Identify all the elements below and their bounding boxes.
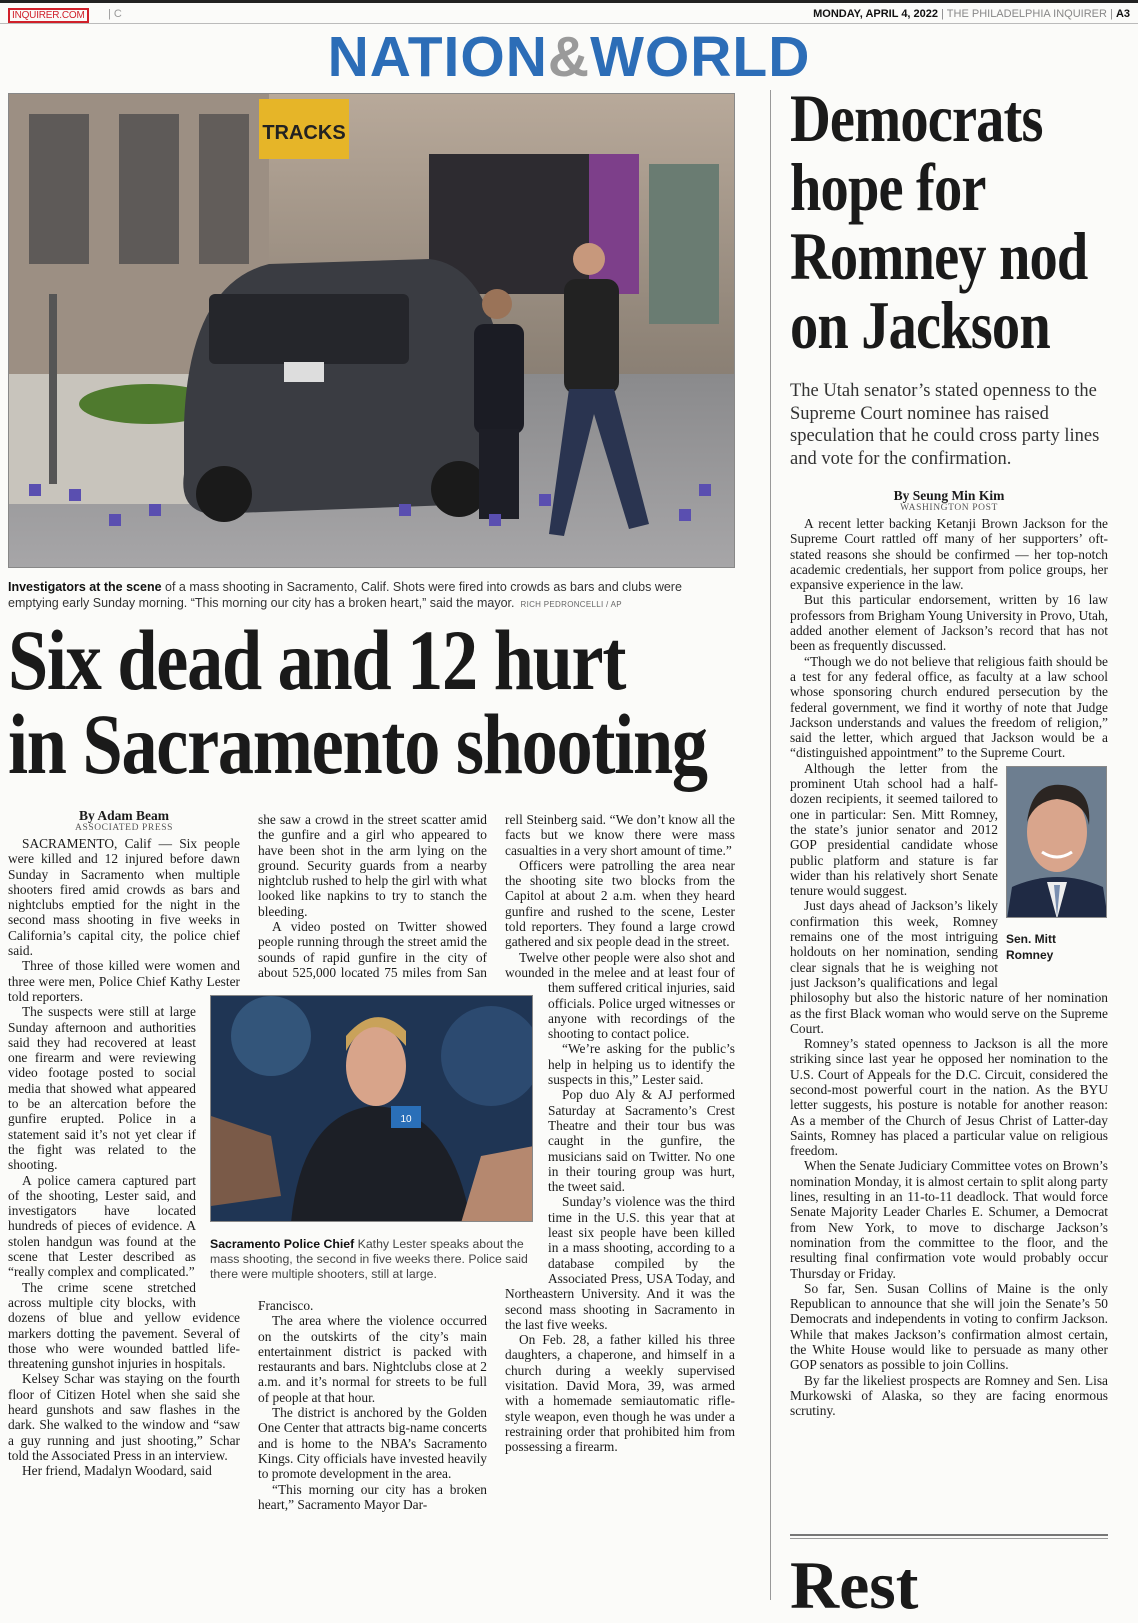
svg-text:TRACKS: TRACKS [262,122,346,144]
svg-text:10: 10 [400,1114,412,1125]
main-photo-crime-scene [8,93,735,568]
photo-credit: RICH PEDRONCELLI / AP [520,599,622,609]
story-separator-rule [790,1534,1108,1539]
section-title-part2: WORLD [590,25,811,89]
paragraph: The suspects were still at large Sunday afternoon and authorities said they had recovered at least one firearm and were reviewing video footage posted to social media that showed what appeared to be an altercation before the gunfire erupted. Police in a statement said it’s not yet clear if the fight was related to the shooting. [8,1004,196,1173]
paragraph: When the Senate Judiciary Committee votes on Brown’s nomination Monday, it is almost certain to split along party lines, resulting in an 11-to-11 deadlock. That would force Senate Majority Leader Charles E. Schumer, a Democrat from New York, to move to discharge Jackson’s nomination from the committee to the floor, and the resulting final confirmation vote would probably occur Thursday or Friday. [790,1158,1108,1281]
paragraph: Pop duo Aly & AJ performed Saturday at Sacramento’s Crest Theatre and their tour bus was caught in the gunfire, the musicians said on Twitter. No one in their touring group was hurt, the tweet said. [548,1087,735,1195]
paragraph: The area where the violence occurred on the outskirts of the city’s main entertainment district is packed with restaurants and bars. Nightclubs close at 2 a.m. and it’s normal for streets to be full of people at that hour. [258,1313,487,1405]
section-title-amp: & [547,25,591,89]
headline-line: Romney nod [790,218,1088,294]
paragraph: “Though we do not believe that religious faith should be a test for any federal office, as faculty at a law school whose sponsoring church endured persecution by the federal government, we find it worthy of note that Judge Jackson understands and values the freedom of religion,” said the letter, which argued that Jackson would be a “distinguished appointment” to the Supreme Court. [790,653,1108,761]
paragraph: The crime scene stretched across multiple city blocks, with dozens of blue and yellow evidence markers dotting the pavement. Several of those who were wounded battled life-threatening gunshot injuries in hospitals. [8,1279,240,1372]
caption-text: Kathy Lester speaks about the mass shooting, the second in five weeks there. Police said there were multiple shooters, still at large. [210,1237,528,1282]
police-chief-photo [210,995,533,1222]
headline-line: in Sacramento shooting [8,696,707,792]
paragraph: Just days ahead of Jackson’s likely confirmation this week, Romney remains one of the most intriguing holdouts on her nomination, sending clear signals that he is weighing not just Jackson’s qualifications and legal philosophy but also the historic nature of her nomination as the first Black woman who would serve on the Supreme Court. [790,898,1108,1036]
paragraph: A police camera captured part of the shooting, Lester said, and investigators have located hundreds of pieces of evidence. A stolen handgun was found at the scene that Lester described as “really complex and complicated.” [8,1172,196,1280]
main-headline [8,612,707,792]
side-story-body [790,488,1108,1520]
edition-label: | C [108,8,122,20]
paragraph: A recent letter backing Ketanji Brown Jackson for the Supreme Court rattled off many of her supporters’ oft-stated reasons she should be confirmed — her top-notch academic credentials, her support from police groups, her expansive experience in the law. [790,516,1108,593]
paragraph: Although the letter from the prominent Utah school had a half-dozen recipients, it seemed tailored to one in particular: Sen. Mitt Romney, the state’s junior senator and 2012 GOP presidential candidate whose public platform and stature is far wider than his relatively short Senate tenure would suggest. [790,760,998,899]
paper-name: THE PHILADELPHIA INQUIRER [946,8,1107,20]
romney-photo [1006,766,1107,918]
paragraph: Twelve other people were also shot and wounded in the melee and at least four of them suffered critical injuries, said officials. Police urged witnesses or anyone with recordings of the shooting to contact police. [505,949,735,1042]
headline-line: Democrats [790,80,1043,156]
main-story-column-3 [505,812,735,1570]
byline: By Adam Beam [78,808,169,823]
main-photo-caption [8,580,735,612]
romney-photo-caption: Sen. Mitt Romney [1006,932,1056,962]
paragraph: By far the likeliest prospects are Romney and Sen. Lisa Murkowski of Alaska, so they are facing enormous scrutiny. [790,1372,1108,1419]
page-number: A3 [1115,8,1130,20]
issue-date: MONDAY, APRIL 4, 2022 [813,8,939,20]
headline-line: Six dead and 12 hurt [8,612,626,708]
caption-text: of a mass shooting in Sacramento, Calif. Shots were fired into crowds as bars and clubs were emptying early Sunday morning. “This morning our city has a broken heart,” said the mayor. [8,580,682,610]
caption-lead: Sacramento Police Chief [210,1237,355,1251]
paragraph: Kelsey Schar was staying on the fourth floor of Citizen Hotel when she said she heard gunshots and saw flashes in the dark. She walked to the window and “saw a guy running and just shooting,” Schar told the Associated Press in an interview. [8,1371,240,1463]
headline-line: on Jackson [790,287,1050,363]
paragraph: “We’re asking for the public’s help in helping us to identify the suspects in this,” Lester said. [548,1041,735,1088]
side-headline [790,80,1105,363]
page-header-bar [0,0,1138,24]
header-info: MONDAY, APRIL 4, 2022 | THE PHILADELPHIA INQUIRER | A3 [813,8,1130,20]
paragraph: So far, Sen. Susan Collins of Maine is the only Republican to announce that she will join the Senate’s 50 Democrats and independents in voting to confirm Jackson. While that makes Jackson’s confirmation almost certain, the White House would like to persuade as many other GOP senators as possible to join Collins. [790,1280,1108,1373]
paragraph: Three of those killed were women and three were men, Police Chief Kathy Lester told reporters. [8,958,240,1004]
paragraph: Her friend, Madalyn Woodard, said [22,1463,212,1479]
paragraph: Officers were patrolling the area near the shooting site two blocks from the Capitol at about 2 a.m. when they heard gunfire and rushed to the scene, Lester told reporters. They found a large crowd gathered and six people dead in the street. [505,857,735,950]
paragraph: But this particular endorsement, written by 16 law professors from Brigham Young University in Provo, Utah, added another element of Jackson’s record that has not been as frequently discussed. [790,592,1108,654]
byline: By Seung Min Kim [893,488,1005,503]
police-chief-photo-caption [210,1237,535,1283]
edition: C [113,8,122,20]
side-story-deck: The Utah senator’s stated openness to the Supreme Court nominee has raised speculation that he could cross party lines and vote for the confirmation. [790,381,1100,469]
section-title [0,26,1138,88]
paragraph: The district is anchored by the Golden One Center that attracts big-name concerts and is home to the NBA’s Sacramento Kings. City officials have invested heavily to promote development in the area. [258,1405,487,1482]
next-story-headline: Rest [790,1547,919,1623]
paragraph: On Feb. 28, a father killed his three daughters, a chaperone, and himself in a church during a weekly supervised visitation. David Mora, 39, was armed with a homemade semiautomatic rifle-style weapon, even though he was under a restraining order that prohibited him from possessing a firearm. [505,1332,735,1455]
paragraph: rell Steinberg said. “We don’t know all the facts but we know there were mass casualties in a very short amount of time.” [505,812,735,858]
byline-agency: WASHINGTON POST [900,503,998,513]
byline-agency: ASSOCIATED PRESS [74,823,174,833]
section-title-part1: NATION [327,25,548,89]
paragraph: SACRAMENTO, Calif — Six people were killed and 12 injured before dawn Sunday in Sacramento when multiple shooters fired amid crowds as bars and nightclubs emptied for the night in the second mass shooting in five weeks in California’s capital city, the police chief said. [8,836,240,959]
headline-line: hope for [790,149,986,225]
paragraph: “This morning our city has a broken heart,” Sacramento Mayor Dar- [258,1481,487,1512]
paragraph: Romney’s stated openness to Jackson is all the more striking since last year he opposed her nomination to the U.S. Court of Appeals for the D.C. Circuit, considered the second-most powerful court in the nation. As the BYU letter suggests, his posture is notable for another reason: As a member of the Church of Jesus Christ of Latter-day Saints, Romney has placed a particular value on religious freedom. [790,1036,1108,1159]
caption-lead: Investigators at the scene [8,580,162,594]
main-story-column-1 [8,808,240,1570]
paragraph: A video posted on Twitter showed people running through the street amid the sounds of rapid gunfire in the city of about 525,000 located 75 miles from San Francisco. [258,919,487,1313]
paragraph: Sunday’s violence was the third time in the U.S. this year that at least six people have been killed in a mass shooting, according to a database compiled by the Associated Press, USA Today, and Northeastern University. And it was the second mass shooting in Sacramento in the last five weeks. [505,1194,735,1332]
paragraph: she saw a crowd in the street scatter amid the gunfire and a girl who appeared to have been shot in the arm lying on the ground. Security guards from a nearby nightclub rushed to help the girl with what looked like napkins to try to stanch the bleeding. [258,812,487,919]
site-link[interactable]: INQUIRER.COM [8,8,89,23]
column-divider [770,90,771,1600]
